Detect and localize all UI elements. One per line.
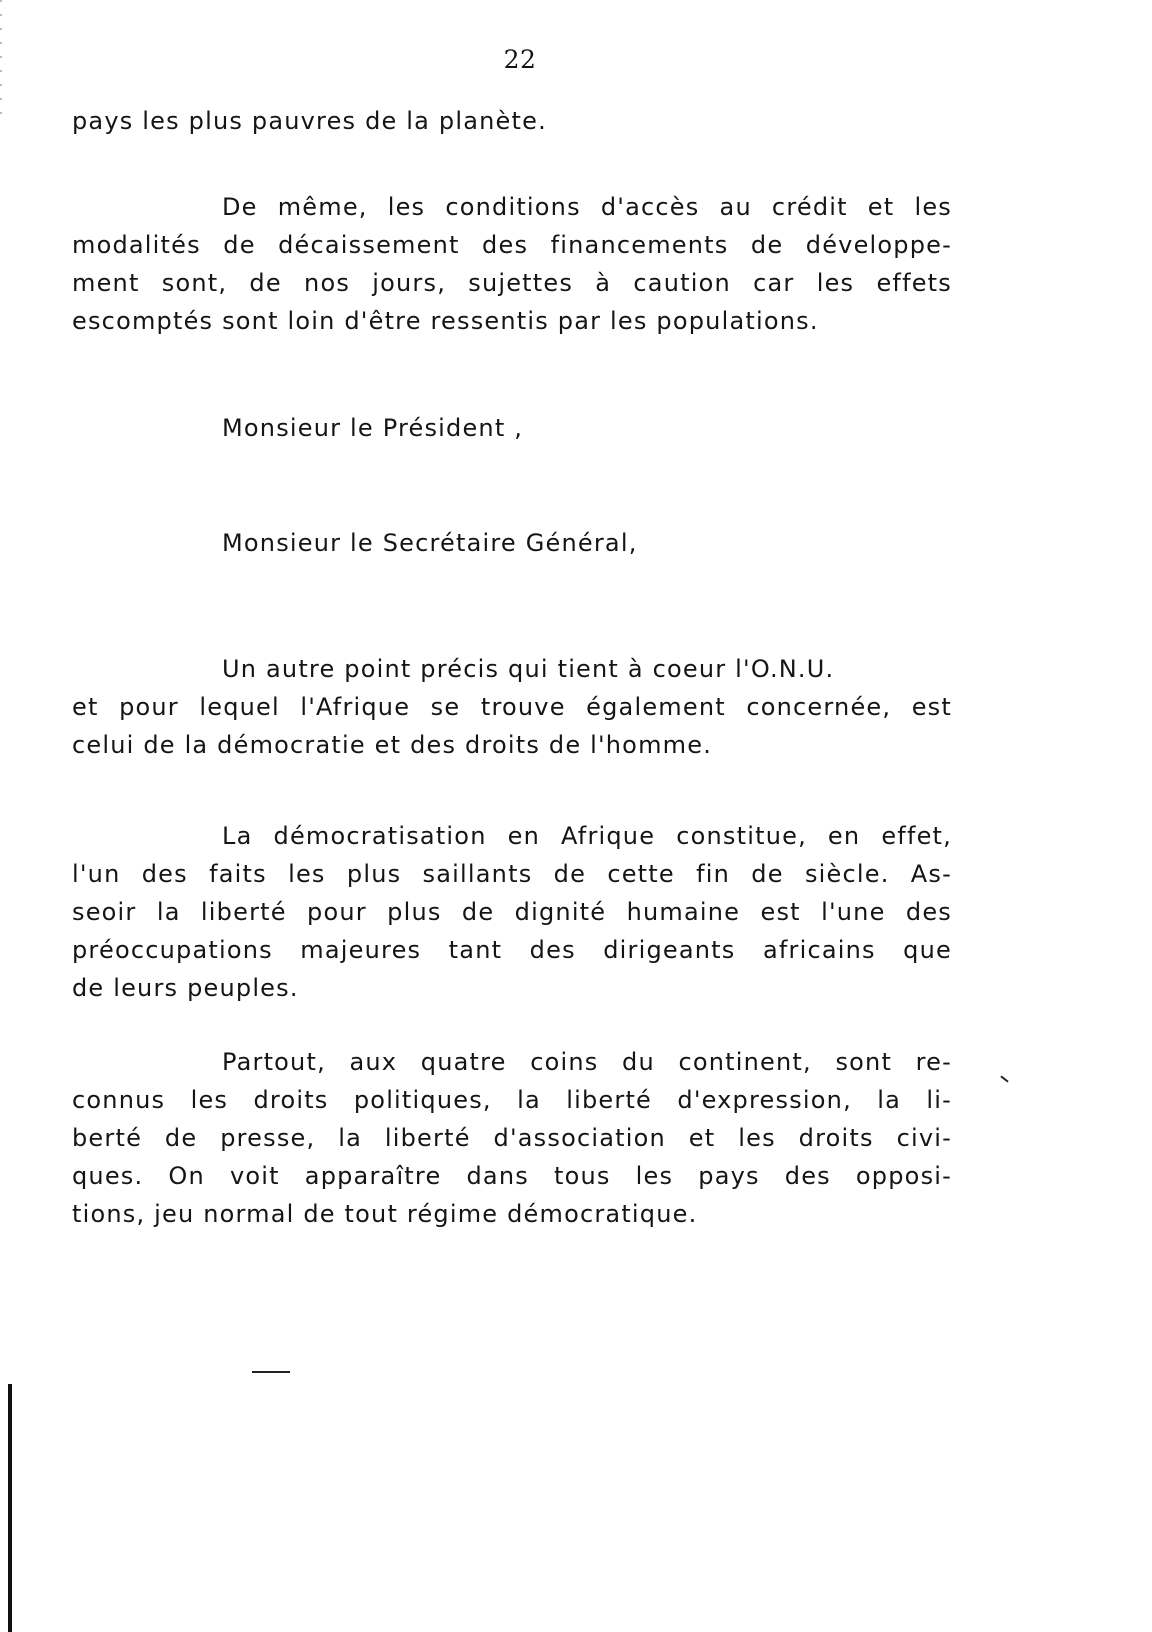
text-line: pays les plus pauvres de la planète.	[72, 107, 547, 135]
text-line: et pour lequel l'Afrique se trouve également concernée, est	[72, 693, 952, 721]
salutation-president: Monsieur le Président ,	[222, 414, 524, 442]
text-line: De même, les conditions d'accès au crédit et les	[222, 193, 952, 221]
paragraph-democratization	[72, 817, 952, 1007]
text-line: celui de la démocratie et des droits de l'homme.	[72, 731, 713, 759]
scan-dash-mark	[252, 1371, 290, 1373]
text-line: tions, jeu normal de tout régime démocratique.	[72, 1200, 698, 1228]
text-line: escomptés sont loin d'être ressentis par les populations.	[72, 307, 819, 335]
salutation-secretary: Monsieur le Secrétaire Général,	[222, 529, 638, 557]
text-line: préoccupations majeures tant des dirigeants africains que	[72, 936, 952, 964]
text-line: berté de presse, la liberté d'association et les droits civi-	[72, 1124, 952, 1152]
scan-edge-bar	[8, 1384, 12, 1632]
text-line: ment sont, de nos jours, sujettes à caution car les effets	[72, 269, 952, 297]
paragraph-political-rights	[72, 1043, 952, 1233]
text-line: seoir la liberté pour plus de dignité humaine est l'une des	[72, 898, 952, 926]
paragraph-credit-conditions	[72, 188, 952, 340]
text-line: l'un des faits les plus saillants de cette fin de siècle. As-	[72, 860, 952, 888]
text-line: Partout, aux quatre coins du continent, sont re-	[222, 1048, 952, 1076]
paragraph-democracy-rights	[72, 650, 952, 764]
text-line: modalités de décaissement des financements de développe-	[72, 231, 952, 259]
scan-tick-mark	[1000, 1075, 1008, 1082]
text-line: connus les droits politiques, la liberté d'expression, la li-	[72, 1086, 952, 1114]
text-line: ques. On voit apparaître dans tous les pays des opposi-	[72, 1162, 952, 1190]
text-line: La démocratisation en Afrique constitue, en effet,	[222, 822, 952, 850]
text-line: Un autre point précis qui tient à coeur l'O.N.U.	[222, 655, 835, 683]
page-number: 22	[503, 45, 537, 74]
text-line: de leurs peuples.	[72, 974, 299, 1002]
paragraph-continuation	[72, 102, 952, 140]
